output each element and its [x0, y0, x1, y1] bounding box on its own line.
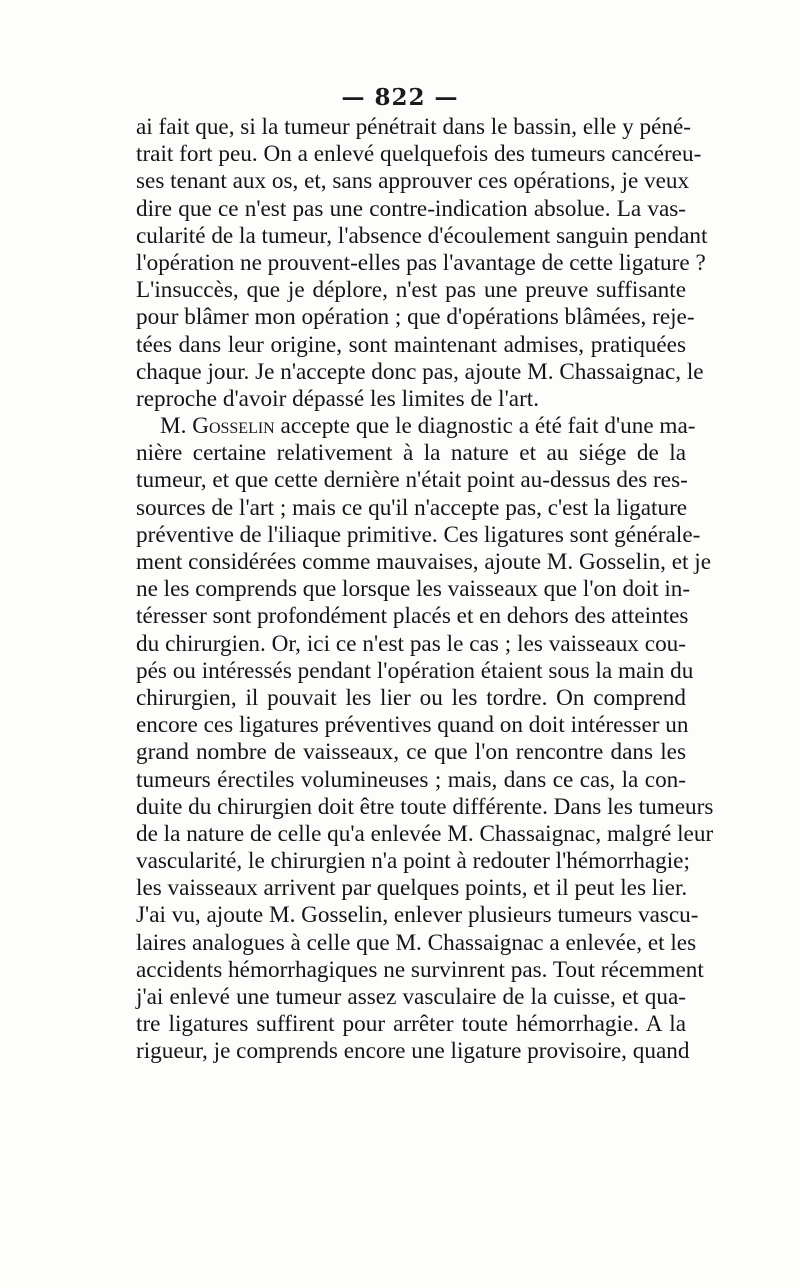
text-line: ai fait que, si la tumeur pénétrait dans le bassin, elle y péné- — [136, 114, 692, 140]
text-line: du chirurgien. Or, ici ce n'est pas le cas ; les vaisseaux cou- — [136, 630, 686, 657]
text-line: vascularité, le chirurgien n'a point à redouter l'hémorrhagie; — [136, 848, 690, 875]
text-line: chirurgien, il pouvait les lier ou les tordre. On comprend — [136, 684, 686, 711]
text-line: tre ligatures suffirent pour arrêter toute hémorrhagie. A la — [136, 1011, 686, 1038]
text-line: J'ai vu, ajoute M. Gosselin, enlever plusieurs tumeurs vascu- — [136, 902, 699, 929]
text-line: cularité de la tumeur, l'absence d'écoulement sanguin pendant — [136, 222, 708, 249]
text-line: tumeurs érectiles volumineuses ; mais, dans ce cas, la con- — [136, 766, 686, 793]
page-number: — 822 — — [341, 84, 459, 111]
text-line: ne les comprends que lorsque les vaisseaux que l'on doit in- — [136, 576, 691, 603]
text-line: nière certaine relativement à la nature et au siége de la — [136, 440, 686, 467]
text-line: rigueur, je comprends encore une ligature provisoire, quand — [136, 1038, 690, 1065]
text-line: téresser sont profondément placés et en dehors des atteintes — [136, 603, 689, 630]
text-line: sources de l'art ; mais ce qu'il n'accepte pas, c'est la ligature — [136, 494, 688, 521]
text-line: dire que ce n'est pas une contre-indication absolue. La vas- — [136, 195, 686, 222]
text-line: pés ou intéressés pendant l'opération étaient sous la main du — [136, 657, 694, 684]
text-line: l'opération ne prouvent-elles pas l'avantage de cette ligature ? — [136, 249, 706, 276]
text-line: pour blâmer mon opération ; que d'opérations blâmées, reje- — [136, 304, 695, 331]
text-line: préventive de l'iliaque primitive. Ces ligatures sont générale- — [136, 521, 701, 548]
text-line: j'ai enlevé une tumeur assez vasculaire de la cuisse, et qua- — [136, 984, 686, 1010]
paragraph-opening-line — [136, 413, 696, 440]
text-line: ment considérées comme mauvaises, ajoute M. Gosselin, et je — [136, 549, 712, 575]
text-line: laires analogues à celle que M. Chassaignac a enlevée, et les — [136, 929, 697, 956]
text-line: grand nombre de vaisseaux, ce que l'on rencontre dans les — [136, 739, 686, 766]
text-line: accidents hémorrhagiques ne survinrent pas. Tout récemment — [136, 956, 704, 983]
text-line: ses tenant aux os, et, sans approuver ces opérations, je veux — [136, 168, 690, 195]
text-line: L'insuccès, que je déplore, n'est pas une preuve suffisante — [136, 277, 686, 304]
speaker-name: M. Gosselin — [160, 413, 275, 440]
text-line: encore ces ligatures préventives quand on doit intéresser un — [136, 712, 689, 739]
text-line: tumeur, et que cette dernière n'était point au-dessus des res- — [136, 467, 688, 494]
text-line: reproche d'avoir dépassé les limites de l'art. — [136, 385, 540, 412]
text-line: les vaisseaux arrivent par quelques points, et il peut les lier. — [136, 875, 688, 902]
text-line: chaque jour. Je n'accepte donc pas, ajoute M. Chassaignac, le — [136, 358, 704, 385]
text-line: de la nature de celle qu'a enlevée M. Chassaignac, malgré leur — [136, 820, 714, 847]
text-line: trait fort peu. On a enlevé quelquefois des tumeurs cancéreu- — [136, 141, 702, 168]
text-line: duite du chirurgien doit être toute différente. Dans les tumeurs — [136, 793, 714, 820]
body-text — [136, 114, 714, 1066]
text-line: tées dans leur origine, sont maintenant admises, pratiquées — [136, 331, 686, 358]
text-fragment: accepte que le diagnostic a été fait d'une ma- — [280, 413, 696, 440]
